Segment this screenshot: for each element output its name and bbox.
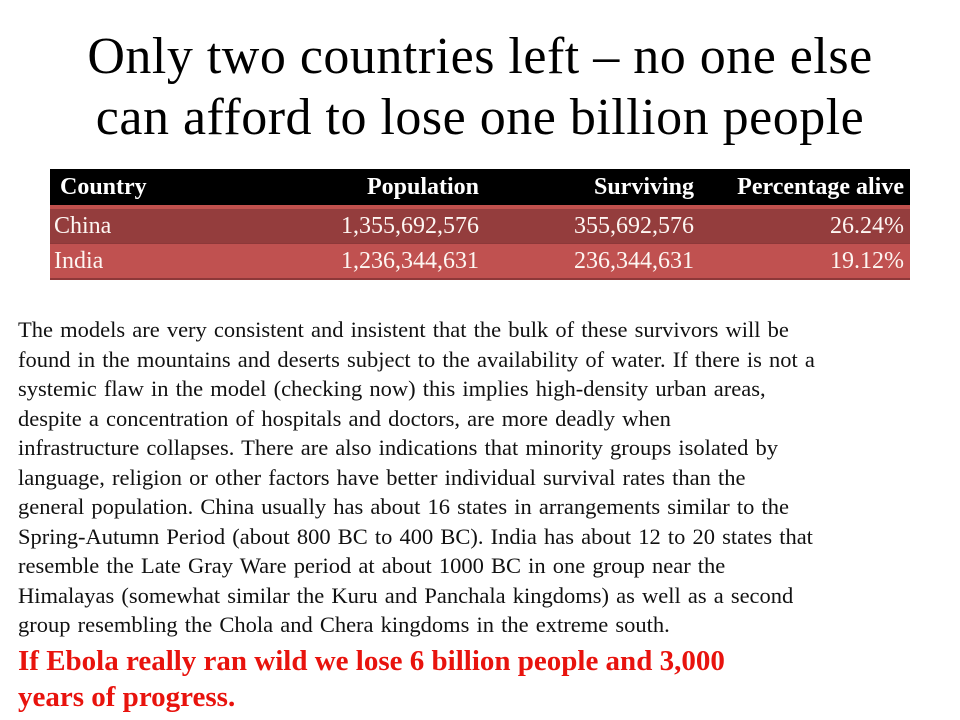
cell-percentage-alive-china: 26.24% <box>700 207 910 244</box>
survival-table <box>50 169 910 280</box>
body-line: The models are very consistent and insistent that the bulk of these survivors will be <box>18 317 789 342</box>
cell-percentage-alive-india: 19.12% <box>700 244 910 280</box>
body-line: general population. China usually has about 16 states in arrangements similar to the <box>18 494 789 519</box>
warning-line-1: If Ebola really ran wild we lose 6 billion people and 3,000 <box>18 644 725 677</box>
column-header-country: Country <box>50 169 300 207</box>
table-header-row <box>50 169 910 207</box>
title-line-1: Only two countries left – no one else <box>87 28 873 85</box>
warning-paragraph <box>18 643 942 715</box>
body-line: group resembling the Chola and Chera kingdoms in the extreme south. <box>18 612 670 637</box>
body-line: language, religion or other factors have better individual survival rates than the <box>18 464 746 490</box>
body-line: infrastructure collapses. There are also indications that minority groups isolated by <box>18 435 779 460</box>
table-row-india <box>50 244 910 280</box>
warning-line-2: years of progress. <box>18 680 236 713</box>
table-row-china <box>50 207 910 244</box>
cell-population-india: 1,236,344,631 <box>300 244 485 280</box>
body-line: Himalayas (somewhat similar the Kuru and Panchala kingdoms) as well as a second <box>18 582 794 608</box>
body-line: Spring-Autumn Period (about 800 BC to 400 BC). India has about 12 to 20 states that <box>18 523 813 549</box>
cell-surviving-india: 236,344,631 <box>485 244 700 280</box>
column-header-surviving: Surviving <box>485 169 700 207</box>
title-line-2: can afford to lose one billion people <box>95 89 865 146</box>
slide-title <box>0 0 960 148</box>
column-header-population: Population <box>300 169 485 207</box>
cell-country-india: India <box>50 244 300 280</box>
cell-surviving-china: 355,692,576 <box>485 207 700 244</box>
column-header-percentage-alive: Percentage alive <box>700 169 910 207</box>
cell-country-china: China <box>50 207 300 244</box>
cell-population-china: 1,355,692,576 <box>300 207 485 244</box>
body-line: resemble the Late Gray Ware period at about 1000 BC in one group near the <box>18 553 726 578</box>
body-line: found in the mountains and deserts subject to the availability of water. If there is not a <box>18 346 815 372</box>
body-line: systemic flaw in the model (checking now) this implies high-density urban areas, <box>18 376 766 401</box>
body-paragraph <box>18 315 942 640</box>
body-line: despite a concentration of hospitals and doctors, are more deadly when <box>18 405 671 431</box>
